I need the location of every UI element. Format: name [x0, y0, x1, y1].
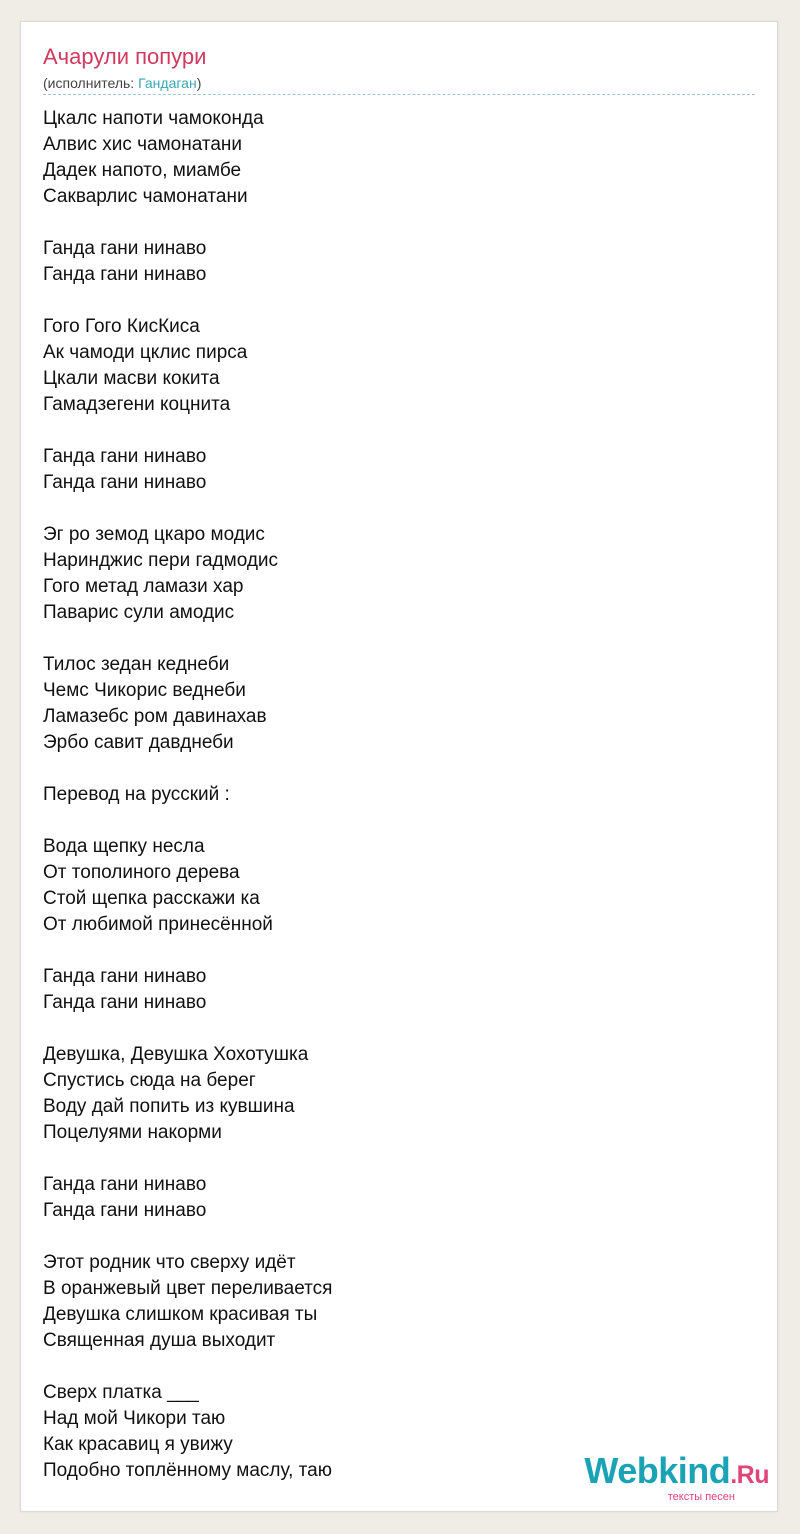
- lyric-line: Как красавиц я увижу: [43, 1434, 233, 1455]
- artist-suffix: ): [196, 75, 202, 91]
- lyric-line: От любимой принесённой: [43, 914, 273, 935]
- stanza-break: [43, 1354, 332, 1380]
- lyric-line: Воду дай попить из кувшина: [43, 1096, 295, 1117]
- lyric-line: Наринджис пери гадмодис: [43, 550, 279, 571]
- lyrics-page: [20, 21, 778, 1512]
- lyric-line: Подобно топлённому маслу, таю: [43, 1460, 332, 1481]
- lyric-line: Над мой Чикори таю: [43, 1408, 226, 1429]
- lyric-line: Девушка, Девушка Хохотушка: [43, 1044, 309, 1065]
- lyric-line: Гамадзегени коцнита: [43, 394, 231, 415]
- lyric-line: Ганда гани нинаво: [43, 238, 207, 259]
- artist-line: [43, 74, 201, 92]
- stanza-break: [43, 1016, 332, 1042]
- lyric-line: Алвис хис чамонатани: [43, 134, 243, 155]
- lyric-line: Ганда гани нинаво: [43, 1200, 207, 1221]
- lyric-line: Сверх платка ___: [43, 1382, 199, 1403]
- logo-wordmark: [584, 1450, 769, 1493]
- lyric-line: Тилос зедан кеднеби: [43, 654, 230, 675]
- lyric-line: Поцелуями накорми: [43, 1122, 222, 1143]
- divider: [43, 94, 755, 95]
- lyric-line: Гого метад ламази хар: [43, 576, 244, 597]
- stanza-break: [43, 938, 332, 964]
- stanza-break: [43, 210, 332, 236]
- stanza-break: [43, 1224, 332, 1250]
- stanza-break: [43, 756, 332, 782]
- artist-prefix: (исполнитель:: [43, 75, 139, 91]
- lyric-line: Дадек напото, миамбе: [43, 160, 242, 181]
- lyric-line: Стой щепка расскажи ка: [43, 888, 260, 909]
- lyric-line: Эг ро земод цкаро модис: [43, 524, 265, 545]
- lyric-line: Чемс Чикорис веднеби: [43, 680, 246, 701]
- lyric-line: Спустись сюда на берег: [43, 1070, 256, 1091]
- lyric-line: Девушка слишком красивая ты: [43, 1304, 318, 1325]
- lyric-line: Вода щепку несла: [43, 836, 205, 857]
- site-logo[interactable]: [584, 1450, 769, 1503]
- lyric-line: Эрбо савит давднеби: [43, 732, 234, 753]
- lyric-line: Цкали масви кокита: [43, 368, 220, 389]
- song-title: Ачарули попури: [43, 44, 207, 69]
- lyric-line: Цкалс напоти чамоконда: [43, 108, 264, 129]
- lyric-line: Ганда гани нинаво: [43, 446, 207, 467]
- lyric-line: Ганда гани нинаво: [43, 1174, 207, 1195]
- stanza-break: [43, 288, 332, 314]
- lyric-line: В оранжевый цвет переливается: [43, 1278, 333, 1299]
- stanza-break: [43, 808, 332, 834]
- stanza-break: [43, 496, 332, 522]
- lyric-line: От тополиного дерева: [43, 862, 240, 883]
- lyric-line: Паварис сули амодис: [43, 602, 235, 623]
- lyric-line: Перевод на русский :: [43, 784, 230, 805]
- logo-name: Webkind: [584, 1450, 731, 1491]
- logo-tagline: тексты песен: [667, 1491, 735, 1503]
- lyrics-body: [43, 106, 332, 1484]
- lyric-line: Ганда гани нинаво: [43, 472, 207, 493]
- artist-link[interactable]: Гандаган: [138, 75, 197, 91]
- lyric-line: Ак чамоди цклис пирса: [43, 342, 248, 363]
- lyric-line: Ганда гани нинаво: [43, 264, 207, 285]
- lyric-line: Ламазебс ром давинахав: [43, 706, 267, 727]
- lyric-line: Ганда гани нинаво: [43, 992, 207, 1013]
- logo-tld: .Ru: [730, 1461, 769, 1489]
- lyric-line: Гого Гого КисКиса: [43, 316, 200, 337]
- lyric-line: Сакварлис чамонатани: [43, 186, 248, 207]
- lyric-line: Этот родник что сверху идёт: [43, 1252, 296, 1273]
- lyric-line: Ганда гани нинаво: [43, 966, 207, 987]
- lyric-line: Священная душа выходит: [43, 1330, 276, 1351]
- stanza-break: [43, 418, 332, 444]
- stanza-break: [43, 1146, 332, 1172]
- stanza-break: [43, 626, 332, 652]
